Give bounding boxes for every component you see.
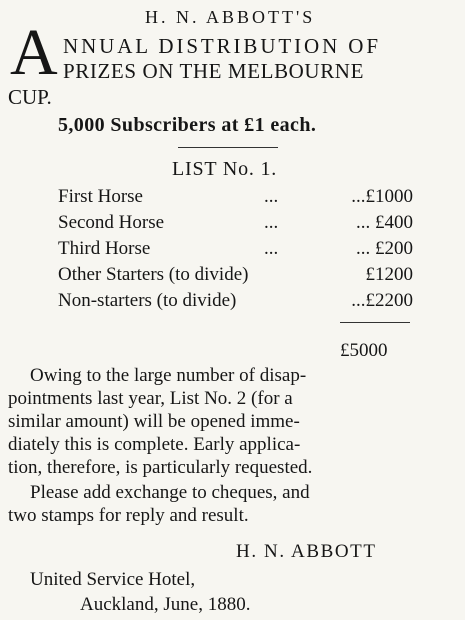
prize-row	[58, 290, 413, 316]
drop-cap: A	[10, 16, 58, 89]
prize-dots: ...	[264, 212, 279, 233]
title-line-2: PRIZES ON THE MELBOURNE	[63, 59, 365, 83]
title-line-1: NNUAL DISTRIBUTION OF	[63, 34, 381, 58]
prize-row	[58, 186, 413, 212]
signature: H. N. ABBOTT	[236, 541, 377, 562]
advertiser-heading: H. N. ABBOTT'S	[145, 7, 316, 27]
paragraph-line: Owing to the large number of disap-	[30, 365, 307, 386]
subscribers-line: 5,000 Subscribers at £1 each.	[58, 114, 317, 136]
prize-label: First Horse	[58, 186, 143, 207]
prize-label: Second Horse	[58, 212, 165, 233]
prize-row	[58, 238, 413, 264]
prize-amount: £1200	[365, 264, 413, 285]
address-line: United Service Hotel,	[30, 569, 196, 590]
total-amount: £5000	[340, 340, 388, 361]
paragraph-line: similar amount) will be opened imme-	[8, 411, 300, 432]
prize-amount: ... £200	[356, 238, 413, 259]
prize-dots: ...	[264, 186, 279, 207]
paragraph-line: Please add exchange to cheques, and	[30, 482, 310, 503]
prize-dots: ...	[264, 238, 279, 259]
prize-row	[58, 212, 413, 238]
address-line: Auckland, June, 1880.	[80, 594, 251, 615]
paragraph-line: tion, therefore, is particularly requested.	[8, 457, 313, 478]
prize-amount: ...£1000	[351, 186, 413, 207]
total-rule	[340, 322, 410, 323]
list-heading: LIST No. 1.	[172, 158, 278, 180]
prize-amount: ...£2200	[351, 290, 413, 311]
title-line-3: CUP.	[8, 85, 52, 109]
prize-row	[58, 264, 413, 290]
paragraph-line: pointments last year, List No. 2 (for a	[8, 388, 293, 409]
paragraph-line: diately this is complete. Early applica-	[8, 434, 301, 455]
prize-label: Other Starters (to divide)	[58, 264, 249, 285]
prize-label: Third Horse	[58, 238, 151, 259]
paragraph-line: two stamps for reply and result.	[8, 505, 249, 526]
section-rule	[178, 147, 278, 148]
prize-label: Non-starters (to divide)	[58, 290, 237, 311]
prize-amount: ... £400	[356, 212, 413, 233]
